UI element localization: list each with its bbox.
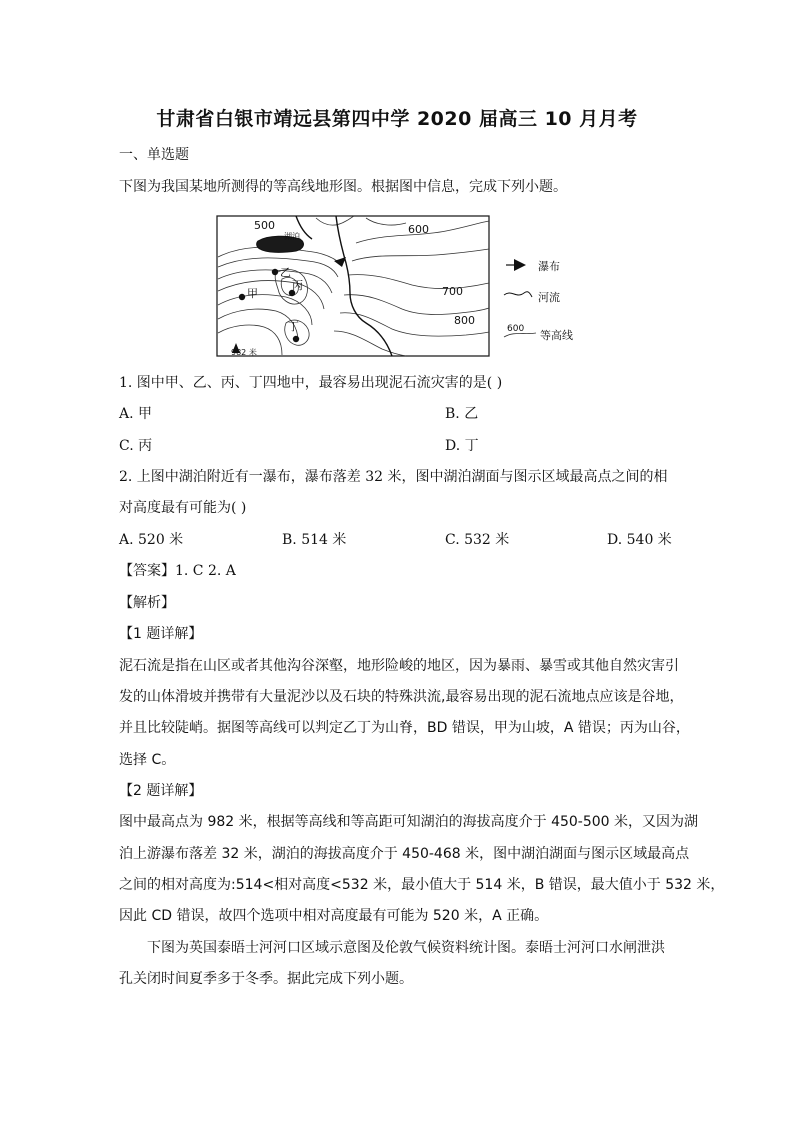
legend-waterfall-label: 瀑布 bbox=[538, 260, 560, 273]
q2-stem-line-2: 对高度最有可能为( ) bbox=[119, 500, 247, 516]
contour-label-700: 700 bbox=[442, 285, 463, 298]
page-title: 甘肃省白银市靖远县第四中学 2020 届高三 10 月月考 bbox=[156, 108, 638, 130]
legend-contour-label: 等高线 bbox=[540, 329, 573, 342]
next-intro-line: 孔关闭时间夏季多于冬季。据此完成下列小题。 bbox=[119, 971, 413, 987]
detail1-line: 选择 C。 bbox=[119, 752, 176, 768]
detail2-line: 之间的相对高度为:514<相对高度<532 米，最小值大于 514 米，B 错误，最大值小于 532 米， bbox=[119, 877, 725, 893]
detail2-line: 因此 CD 错误，故四个选项中相对高度最有可能为 520 米，A 正确。 bbox=[119, 908, 549, 924]
legend-contour-value: 600 bbox=[507, 324, 525, 334]
point-jia-dot bbox=[239, 294, 245, 300]
lake-label: 湖泊 bbox=[284, 232, 300, 241]
q1-stem: 1. 图中甲、乙、丙、丁四地中，最容易出现泥石流灾害的是( ) bbox=[119, 375, 503, 391]
contour-label-500: 500 bbox=[254, 219, 275, 232]
analysis-heading: 【解析】 bbox=[119, 595, 175, 611]
detail1-line: 泥石流是指在山区或者其他沟谷深壑，地形险峻的地区，因为暴雨、暴雪或其他自然灾害引 bbox=[119, 658, 679, 674]
q1-option-a: A. 甲 bbox=[119, 406, 153, 422]
next-intro-line: 下图为英国泰晤士河河口区域示意图及伦敦气候资料统计图。泰晤士河河口水闸泄洪 bbox=[147, 940, 665, 956]
q2-option-a: A. 520 米 bbox=[119, 532, 184, 548]
point-yi-dot bbox=[272, 269, 278, 275]
section-heading: 一、单选题 bbox=[119, 147, 189, 163]
q1-option-b: B. 乙 bbox=[445, 406, 479, 422]
detail1-line: 并且比较陡峭。据图等高线可以判定乙丁为山脊，BD 错误，甲为山坡，A 错误；丙为山谷， bbox=[119, 720, 690, 736]
answer-line: 【答案】1. C 2. A bbox=[119, 563, 236, 579]
detail2-heading: 【2 题详解】 bbox=[119, 783, 203, 799]
q2-option-d: D. 540 米 bbox=[607, 532, 672, 548]
legend-river-label: 河流 bbox=[538, 291, 560, 304]
q1-option-d: D. 丁 bbox=[445, 438, 479, 454]
q1-option-c: C. 丙 bbox=[119, 438, 153, 454]
point-jia-label: 甲 bbox=[247, 287, 258, 300]
contour-label-600: 600 bbox=[408, 223, 429, 236]
peak-label: 982 米 bbox=[231, 348, 257, 357]
q2-stem-line-1: 2. 上图中湖泊附近有一瀑布，瀑布落差 32 米，图中湖泊湖面与图示区域最高点之间的相 bbox=[119, 469, 668, 485]
point-yi-label: 乙 bbox=[280, 266, 291, 279]
river-line bbox=[296, 216, 392, 356]
question-intro: 下图为我国某地所测得的等高线地形图。根据图中信息，完成下列小题。 bbox=[119, 179, 567, 195]
point-ding-label: 丁 bbox=[288, 320, 299, 333]
point-bing-label: 丙 bbox=[292, 279, 303, 292]
detail1-line: 发的山体滑坡并携带有大量泥沙以及石块的特殊洪流,最容易出现的泥石流地点应该是谷地， bbox=[119, 689, 684, 705]
contour-map-figure bbox=[216, 213, 598, 359]
detail2-line: 泊上游瀑布落差 32 米，湖泊的海拔高度介于 450-468 米，图中湖泊湖面与图示区域最高点 bbox=[119, 846, 690, 862]
q2-option-b: B. 514 米 bbox=[282, 532, 347, 548]
point-ding-dot bbox=[293, 336, 299, 342]
detail1-heading: 【1 题详解】 bbox=[119, 626, 203, 642]
waterfall-marker bbox=[334, 257, 346, 267]
map-legend bbox=[504, 259, 573, 342]
q2-option-c: C. 532 米 bbox=[445, 532, 510, 548]
legend-river-icon bbox=[504, 292, 532, 297]
legend-waterfall-icon bbox=[514, 259, 526, 271]
contour-label-800: 800 bbox=[454, 314, 475, 327]
detail2-line: 图中最高点为 982 米，根据等高线和等高距可知湖泊的海拔高度介于 450-500 米，又因为湖 bbox=[119, 814, 699, 830]
